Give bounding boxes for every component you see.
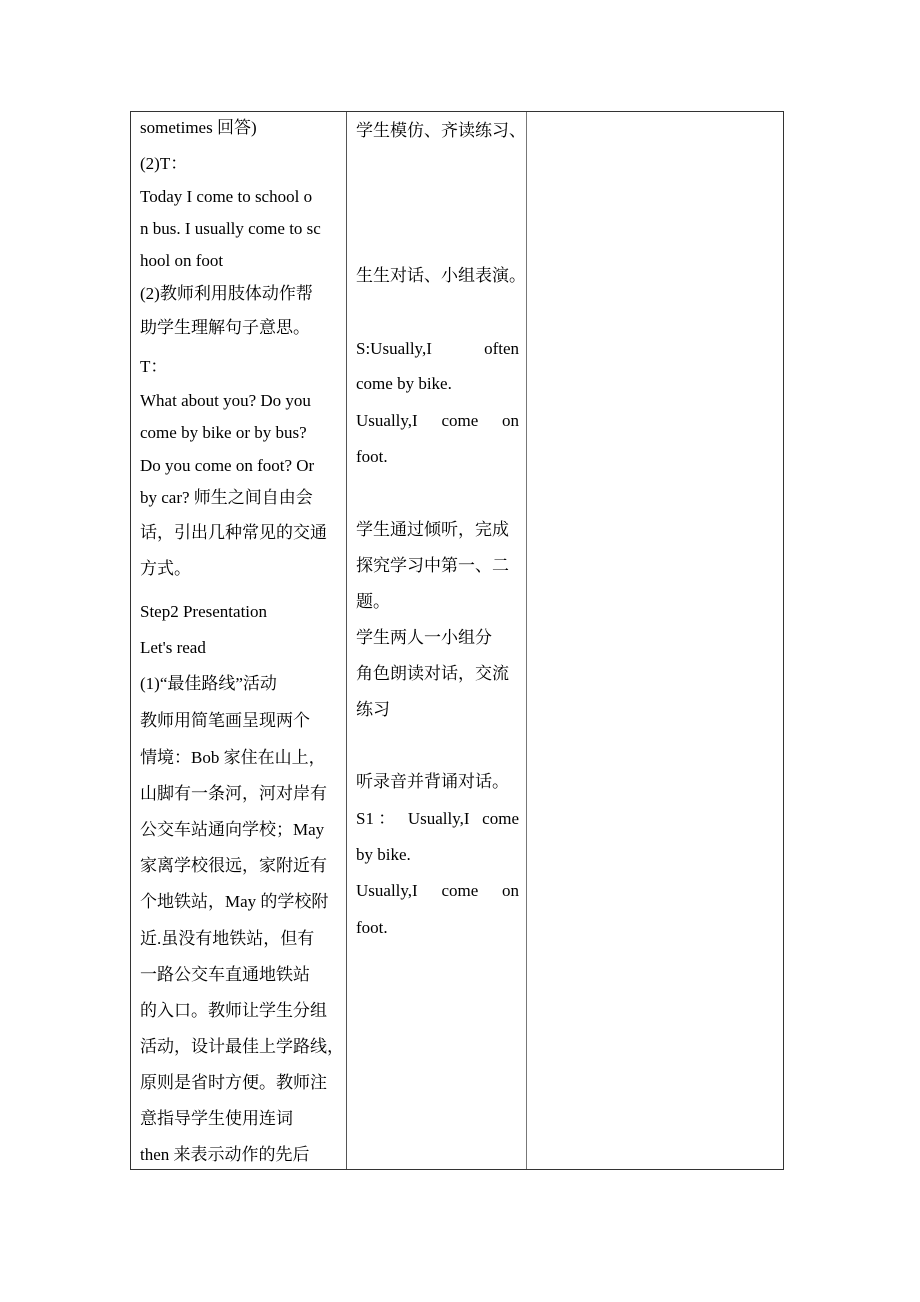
text-line: hool on foot (140, 251, 224, 270)
text-line: n bus. I usually come to sc (140, 219, 321, 238)
text-line: 学生通过倾听，完成 (356, 520, 509, 539)
text-line: 山脚有一条河，河对岸有 (140, 784, 327, 803)
text-line: 题。 (356, 592, 390, 611)
text-line: Do you come on foot? Or (140, 456, 315, 475)
text-line: 一路公交车直通地铁站 (140, 965, 310, 984)
text-line: come by bike or by bus? (140, 423, 307, 442)
word: Usually,I (356, 411, 418, 430)
text-line: (1)“最佳路线”活动 (140, 674, 277, 693)
student-activity-column (347, 112, 527, 1169)
text-line: What about you? Do you (140, 391, 311, 410)
text-line (356, 881, 519, 901)
text-line: 近.虽没有地铁站，但有 (140, 929, 315, 948)
word: S1 ： (356, 809, 396, 828)
text-line: 个地铁站，May 的学校附 (140, 892, 329, 911)
text-line: (2)T： (140, 154, 188, 173)
text-line: by car? 师生之间自由会 (140, 488, 313, 507)
text-line: 的入口。教师让学生分组 (140, 1001, 327, 1020)
text-line: 教师用简笔画呈现两个 (140, 711, 310, 730)
text-line: 听录音并背诵对话。 (356, 772, 509, 791)
text-line: 公交车站通向学校；May (140, 820, 325, 839)
text-line: sometimes 回答) (140, 118, 257, 137)
text-line: Step2 Presentation (140, 602, 268, 621)
text-line: 方式。 (140, 559, 191, 578)
text-line: 学生两人一小组分 (356, 628, 492, 647)
text-line: foot. (356, 447, 388, 466)
word: on (502, 881, 519, 900)
text-line: foot. (356, 918, 388, 937)
text-line: (2)教师利用肢体动作帮 (140, 284, 313, 303)
word: on (502, 411, 519, 430)
text-line: T： (140, 357, 168, 376)
text-line: 探究学习中第一、二 (356, 556, 509, 575)
word: come (441, 881, 479, 900)
design-intent-column (527, 112, 783, 1169)
text-line: 活动，设计最佳上学路线， (140, 1037, 344, 1056)
word: Usually,I (356, 881, 418, 900)
word: S:Usually,I (356, 339, 432, 358)
lesson-plan-table (130, 111, 784, 1170)
text-line: Today I come to school o (140, 187, 313, 206)
text-line: 助学生理解句子意思。 (140, 318, 310, 337)
text-line (356, 411, 519, 431)
word: come (441, 411, 479, 430)
text-line: Let's read (140, 638, 206, 657)
text-line: 家离学校很远，家附近有 (140, 856, 327, 875)
text-line (356, 809, 519, 829)
word: often (484, 339, 519, 358)
text-line: come by bike. (356, 374, 452, 393)
text-line (356, 339, 519, 359)
teacher-activity-column (131, 112, 347, 1169)
text-line: 话，引出几种常见的交通 (140, 523, 327, 542)
text-line: 学生模仿、齐读练习、 (356, 121, 526, 140)
word: Usually,I (407, 809, 470, 828)
text-line: 生生对话、小组表演。 (356, 266, 526, 285)
word: come (482, 809, 519, 828)
text-line: then 来表示动作的先后 (140, 1145, 310, 1164)
text-line: by bike. (356, 845, 411, 864)
text-line: 练习 (356, 700, 390, 719)
text-line: 原则是省时方便。教师注 (140, 1073, 327, 1092)
text-line: 意指导学生使用连词 (140, 1109, 293, 1128)
text-line: 角色朗读对话，交流 (356, 664, 509, 683)
text-line: 情境：Bob 家住在山上， (140, 748, 326, 767)
